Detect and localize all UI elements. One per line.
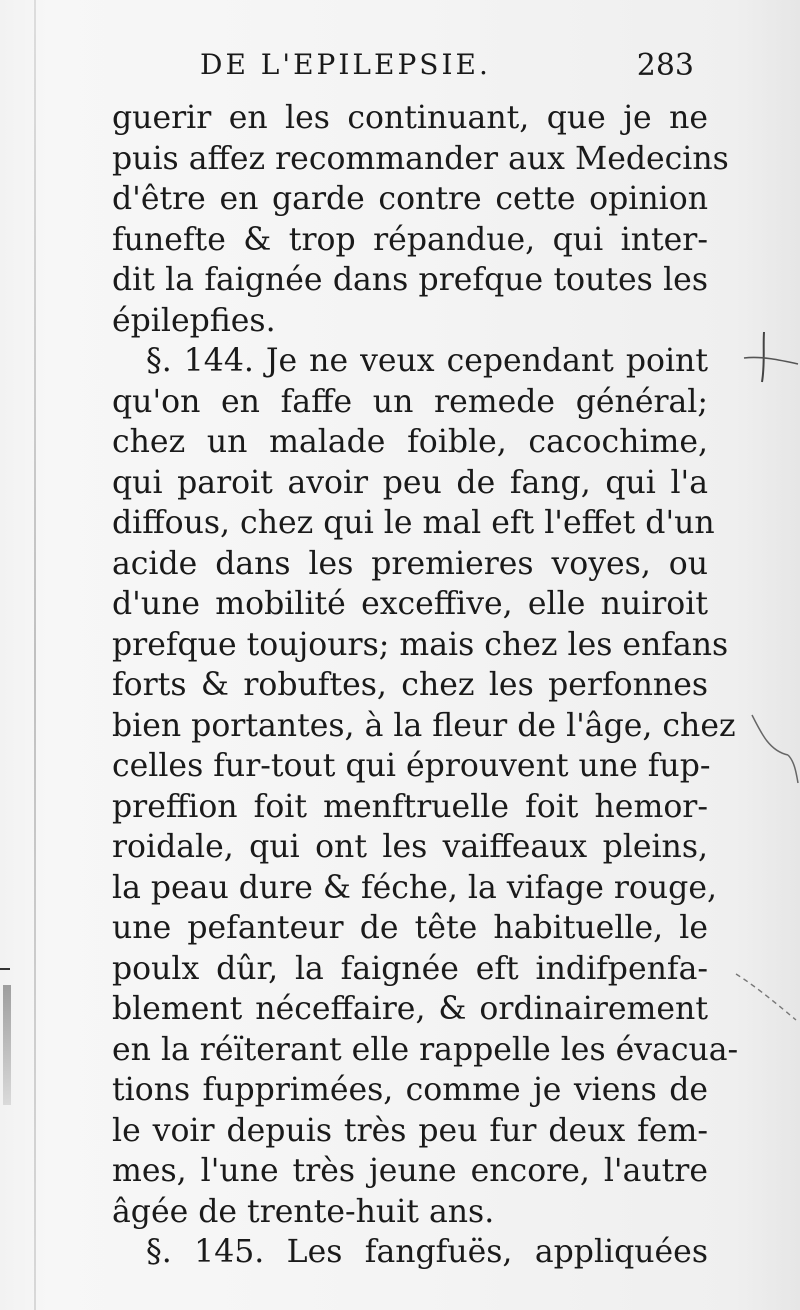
text-line: en la réïterant elle rappelle les évacua- xyxy=(112,1031,739,1068)
text-line: preffion foit menftruelle foit hemor- xyxy=(112,788,708,825)
text-line: roidale, qui ont les vaiffeaux pleins, xyxy=(112,829,708,865)
text-line: guerir en les continuant, que je ne xyxy=(112,100,708,136)
text-line: blement néceffaire, & ordinairement xyxy=(112,991,708,1027)
text-line: qui paroit avoir peu de fang, qui l'a xyxy=(112,464,708,501)
text-line: funefte & trop répandue, qui inter- xyxy=(112,221,708,258)
section-145-start: §. 145. Les fangfuës, appliquées xyxy=(146,1234,708,1270)
text-line: prefque toujours; mais chez les enfans xyxy=(112,626,729,663)
text-line: âgée de trente-huit ans. xyxy=(112,1193,495,1230)
handwritten-cross-mark xyxy=(740,330,800,390)
text-line: diffous, chez qui le mal eft l'effet d'un xyxy=(112,505,715,541)
body-text xyxy=(112,98,739,1273)
text-line: mes, l'une très jeune encore, l'autre xyxy=(112,1153,708,1189)
section-144-start: §. 144. Je ne veux cependant point xyxy=(146,343,708,379)
text-line: celles fur-tout qui éprouvent une fup- xyxy=(112,748,711,784)
handwritten-dash-mark xyxy=(730,960,800,1030)
text-line: qu'on en faffe un remede général; xyxy=(112,383,708,420)
gutter-edge-mark xyxy=(3,985,11,1105)
text-line: tions fupprimées, comme je viens de xyxy=(112,1072,708,1108)
text-line: bien portantes, à la fleur de l'âge, chez xyxy=(112,707,736,744)
handwritten-curve-mark xyxy=(748,705,800,785)
gutter-tick-mark xyxy=(0,968,10,970)
running-head: DE L'EPILEPSIE. xyxy=(200,48,491,81)
text-line: d'une mobilité exceffive, elle nuiroit xyxy=(112,586,708,622)
text-line: une pefanteur de tête habituelle, le xyxy=(112,910,708,946)
text-line: chez un malade foible, cacochime, xyxy=(112,424,708,460)
binding-gutter-shadow xyxy=(34,0,36,1310)
text-line: puis affez recommander aux Medecins xyxy=(112,140,729,177)
page-header xyxy=(200,48,700,92)
text-line: d'être en garde contre cette opinion xyxy=(112,181,708,217)
text-line: le voir depuis très peu fur deux fem- xyxy=(112,1112,708,1149)
text-line: épilepfies. xyxy=(112,302,276,339)
text-line: forts & robuftes, chez les perfonnes xyxy=(112,667,708,703)
text-line: dit la faignée dans prefque toutes les xyxy=(112,262,708,298)
page-number: 283 xyxy=(636,48,694,83)
text-line: acide dans les premieres voyes, ou xyxy=(112,545,708,582)
text-line: la peau dure & féche, la vifage rouge, xyxy=(112,869,717,906)
text-line: poulx dûr, la faignée eft indifpenfa- xyxy=(112,950,708,987)
